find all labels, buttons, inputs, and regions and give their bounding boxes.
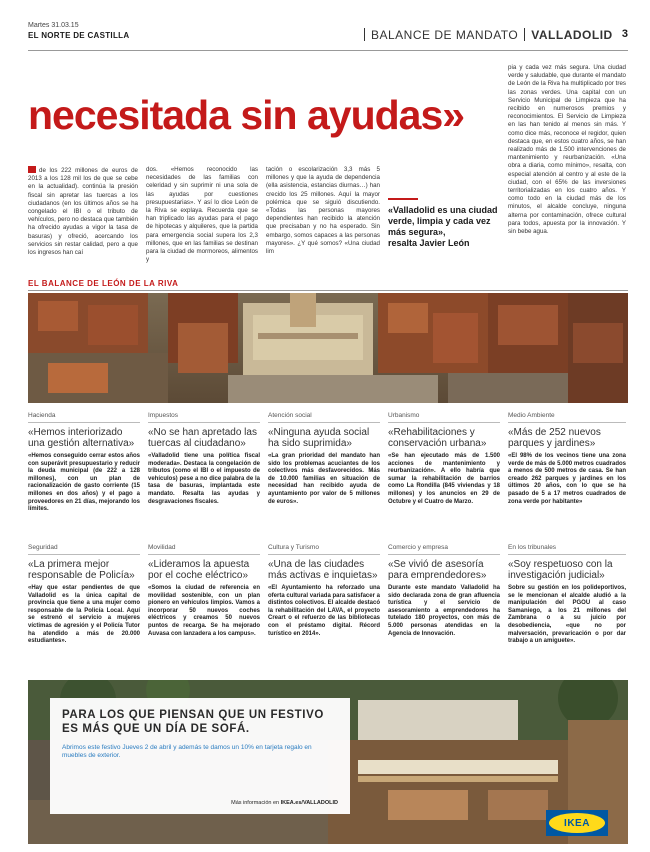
balance-category: Impuestos (148, 412, 260, 423)
balance-quote: «No se han apretado las tuercas al ciudadano» (148, 427, 257, 449)
column-text: dos. «Hemos reconocido las necesidades de las familias con celeridad y sin suprimir ni una sola de las ayudas por cuestiones presupuestarias». Y así lo dice León de la Riva se explaya. Recuerda que se han triplicado las ayudas para el pago de hipotecas y alquileres, que la partida para emergencia social supera los 2,3 millones, que en las familias se destinan para la ciudad de mormoreos, alimentos y (146, 166, 258, 264)
balance-category: En los tribunales (508, 544, 626, 555)
balance-category: Urbanismo (388, 412, 500, 423)
balance-quote: «La primera mejor responsable de Policía» (28, 559, 135, 581)
issue-date: Martes 31.03.15 (28, 22, 79, 29)
balance-body: «Se han ejecutado más de 1.500 acciones de mantenimiento y reurbanización». A ello habría que sumar la rehabilitación de barrios como La Rondilla (845 viviendas y 18 millones) y los anuncios en 29 de Octubre y el Cuatro de Marzo. (388, 453, 500, 505)
pull-quote-attribution: resalta Javier León (388, 238, 470, 248)
balance-body: «Hemos conseguido cerrar estos años con superávit presupuestario y reducir la deuda municipal (de 222 a 128 millones), con un plan de racionalización de gasto corriente (15 millones en dos años) y el pago a proveedores en 21 días, mejorando los límites. (28, 453, 140, 513)
balance-quote: «Ninguna ayuda social ha sido suprimida» (268, 427, 370, 449)
balance-category: Comercio y empresa (388, 544, 500, 555)
article-column-3 (266, 166, 380, 256)
section-name: BALANCE DE MANDATO (371, 28, 519, 42)
article-column-2 (146, 166, 258, 264)
balance-item-seguridad (28, 544, 140, 646)
divider (364, 28, 365, 41)
balance-category: Medio Ambiente (508, 412, 626, 423)
balance-section-title: EL BALANCE DE LEÓN DE LA RIVA (28, 279, 179, 288)
balance-quote: «Soy respetuoso con la investigación judicial» (508, 559, 613, 581)
balance-body: «Somos la ciudad de referencia en movilidad sostenible, con un plan pionero en vehículos limpios. Vamos a incorporar 50 nuevos coches eléctricos y creamos 50 nuevos puntos de recarga. Se ha mejorado Auvasa con lanzadera a los campus». (148, 585, 260, 637)
section-title (358, 28, 613, 42)
balance-quote: «Más de 252 nuevos parques y jardines» (508, 427, 601, 449)
balance-item-comercio-empresa (388, 544, 500, 638)
ad-more-info (231, 800, 338, 806)
ad-headline: PARA LOS QUE PIENSAN QUE UN FESTIVO ES MÁS QUE UN DÍA DE SOFÁ. (62, 709, 324, 735)
balance-item-atencion-social (268, 412, 380, 506)
article-column-5 (508, 64, 626, 236)
article-column-1 (28, 166, 138, 257)
balance-item-medio-ambiente (508, 412, 626, 506)
balance-body: Durante este mandato Valladolid ha sido declarada zona de gran afluencia turística y el servicio de asesoramiento a emprendedores ha tutelado 180 proyectos, con más de 5.000 personas atendidas en la Agencia de Innovación. (388, 585, 500, 637)
balance-category: Atención social (268, 412, 380, 423)
balance-body: «Valladolid tiene una política fiscal moderada». Destaca la congelación de tributos (como el IBI o el impuesto de vehículos) pese a no dice palabra de la tasa de basuras, implantada este mandato. Resalta las ayudas y desgravaciones fiscales. (148, 453, 260, 505)
balance-quote: «Una de las ciudades más activas e inquietas» (268, 559, 378, 581)
balance-quote: «Se vivió de asesoría para emprendedores» (388, 559, 487, 581)
ad-subtext: Abrimos este festivo Jueves 2 de abril y además te damos un 10% en tarjeta regalo en muebles de exterior. (62, 744, 312, 759)
header-rule (28, 50, 628, 51)
balance-quote: «Lideramos la apuesta por el coche eléctrico» (148, 559, 250, 581)
balance-item-tribunales (508, 544, 626, 646)
newspaper-name: EL NORTE DE CASTILLA (28, 31, 130, 40)
aerial-city-photo (28, 293, 628, 403)
ad-url[interactable]: IKEA.es/VALLADOLID (280, 800, 338, 806)
lead-marker-icon (28, 166, 36, 173)
balance-category: Cultura y Turismo (268, 544, 380, 555)
ad-message-box (50, 698, 350, 814)
column-text: pia y cada vez más segura. Una ciudad verde y saludable, que durante el mandato de León de la Riva ha multiplicado por tres las zonas verdes. Una capital con un Servicio Municipal de Limpieza que ha recibido en numerosos premios y reconocimientos. El Servicio de Limpieza en las han tenido al menos sin más. Y como dice más, reconoce el regidor, quien destaca que, en estos cuatro años, se han realizado más de 1.500 intervenciones de mantenimiento y reurbanización. «Una obra a diaria, como mínimo», resalta, con especial atención al centro y al este de la ciudad, con el 65% de las inversiones territorializadas en los cuatro años. Y como todo en la ciudad más de los minutos, el alcalde concluye, ninguna alterna por contaminación, ofrece cultural para todos, apuesta por la innovación. Y sin bebe agua. (508, 64, 626, 236)
balance-quote: «Rehabilitaciones y conservación urbana» (388, 427, 487, 449)
balance-body: «Hay que estar pendientes de que Valladolid es la única capital de provincia que tiene a una mujer como responsable de la Policía Local. Aquí se estrenó el servicio a mujeres víctimas de agresión y el Policía Tutor ha atendido a más de 20.000 estudiantes». (28, 585, 140, 645)
pull-quote-text: «Valladolid es una ciudad verde, limpia y cada vez más segura», (388, 205, 498, 237)
balance-item-impuestos (148, 412, 260, 506)
balance-quote: «Hemos interiorizado una gestión alternativa» (28, 427, 135, 449)
balance-rule (28, 290, 628, 291)
balance-category: Seguridad (28, 544, 140, 555)
balance-item-movilidad (148, 544, 260, 638)
divider (524, 28, 525, 41)
ikea-advertisement[interactable] (28, 680, 628, 844)
balance-category: Hacienda (28, 412, 140, 423)
page-number: 3 (621, 28, 628, 40)
pull-quote-rule (388, 198, 418, 200)
balance-item-hacienda (28, 412, 140, 514)
balance-category: Movilidad (148, 544, 260, 555)
column-text: tación o escolarización 3,3 más 5 millones y que la ayuda de dependencia (ella asistencia, estancias diurnas…) han crecido los 25 millones. Aquí la mayor polémica que se siguió discutiendo. «Todas las personas mayores dependientes han recibido la atención que precisaban y no ha esperado. Sin embargo, somos capaces a las personas mayores». ¿Y qué somos? «Una ciudad lim (266, 166, 380, 256)
balance-item-urbanismo (388, 412, 500, 506)
balance-body: «La gran prioridad del mandato han sido los problemas acuciantes de los colectivos más desfavorecidos. Más de 10.000 familias en situación de necesidad han recibido ayuda de ayuntamiento por valor de 5 millones de euros». (268, 453, 380, 505)
pull-quote (388, 198, 500, 248)
column-text: de los 222 millones de euros de 2013 a los 128 mil los de que se cebe en la actualidad). continúa la presión fiscal sin apretar las tuercas a los ciudadanos (en los últimos años se ha congelado el IBI o el tributo de vehículos, pero no destaca que también ha ofrecido ayudas a vigor la tasa de basuras) y ofreció, acercando los servicios sin restar calidad, pero a que los ingresos han caí (28, 167, 138, 257)
headline: necesitada sin ayudas» (28, 92, 465, 138)
balance-body: Sobre su gestión en los polideportivos, se le mencionan el alcalde aludió a la manipulación del PGOU al caso Samaniego, a los 21 millones del Zambrana o a su juicio por desobediencia, «que no por malversación, prevaricación o por dar trabajo a un amiguete». (508, 585, 626, 645)
aerial-photo-illustration (28, 293, 628, 403)
ikea-logo-oval (549, 813, 605, 833)
ikea-logo-text: IKEA (564, 817, 590, 829)
page-header (28, 22, 628, 48)
ad-more-info-label: Más información en (231, 800, 280, 806)
section-city: VALLADOLID (531, 28, 613, 42)
balance-body: «El Ayuntamiento ha reforzado una oferta cultural variada para satisfacer a distintos colectivos. El alcalde destacó la rehabilitación del LAVA, el proyecto Creart o el refuerzo de las bibliotecas con el préstamo digital. Récord turístico en 2014». (268, 585, 380, 637)
ikea-logo[interactable] (546, 810, 608, 836)
balance-body: «El 98% de los vecinos tiene una zona verde de más de 5.000 metros cuadrados a menos de 500 metros de casa. Se han creado 262 parques y jardines en los últimos 20 años, con lo que se ha pasado de 5 a 17 metros cuadrados de zona verde por habitante» (508, 453, 626, 505)
balance-item-cultura-turismo (268, 544, 380, 638)
